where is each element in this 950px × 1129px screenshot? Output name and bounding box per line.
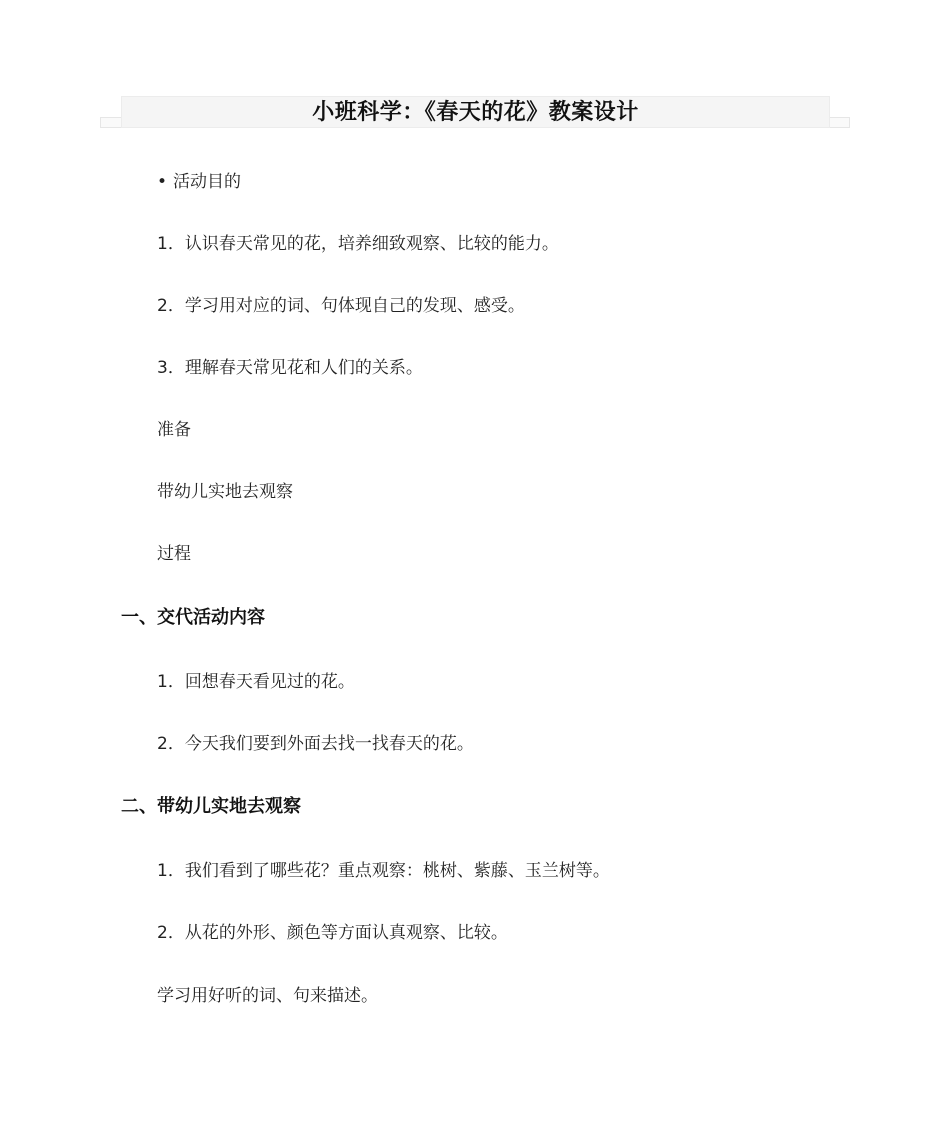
- section2-item: 2．从花的外形、颜色等方面认真观察、比较。: [157, 923, 508, 943]
- goal-heading: 活动目的: [173, 172, 242, 192]
- closing-text: 学习用好听的词、句来描述。: [157, 986, 378, 1006]
- goal-item: 1．认识春天常见的花，培养细致观察、比较的能力。: [157, 234, 559, 254]
- section1-item: 2．今天我们要到外面去找一找春天的花。: [157, 734, 474, 754]
- section-heading: 二、带幼儿实地去观察: [121, 796, 301, 817]
- prep-text: 带幼儿实地去观察: [157, 482, 293, 502]
- section1-item: 1．回想春天看见过的花。: [157, 672, 355, 692]
- prep-heading: 准备: [157, 420, 191, 440]
- section2-item: 1．我们看到了哪些花？重点观察：桃树、紫藤、玉兰树等。: [157, 861, 610, 881]
- document-title: 小班科学：《春天的花》教案设计: [312, 100, 639, 125]
- goal-item: 2．学习用对应的词、句体现自己的发现、感受。: [157, 296, 525, 316]
- process-heading: 过程: [157, 544, 191, 564]
- goal-item: 3．理解春天常见花和人们的关系。: [157, 358, 423, 378]
- bullet-icon: •: [157, 172, 168, 192]
- goal-heading-line: [157, 171, 241, 193]
- section-heading: 一、交代活动内容: [121, 607, 265, 628]
